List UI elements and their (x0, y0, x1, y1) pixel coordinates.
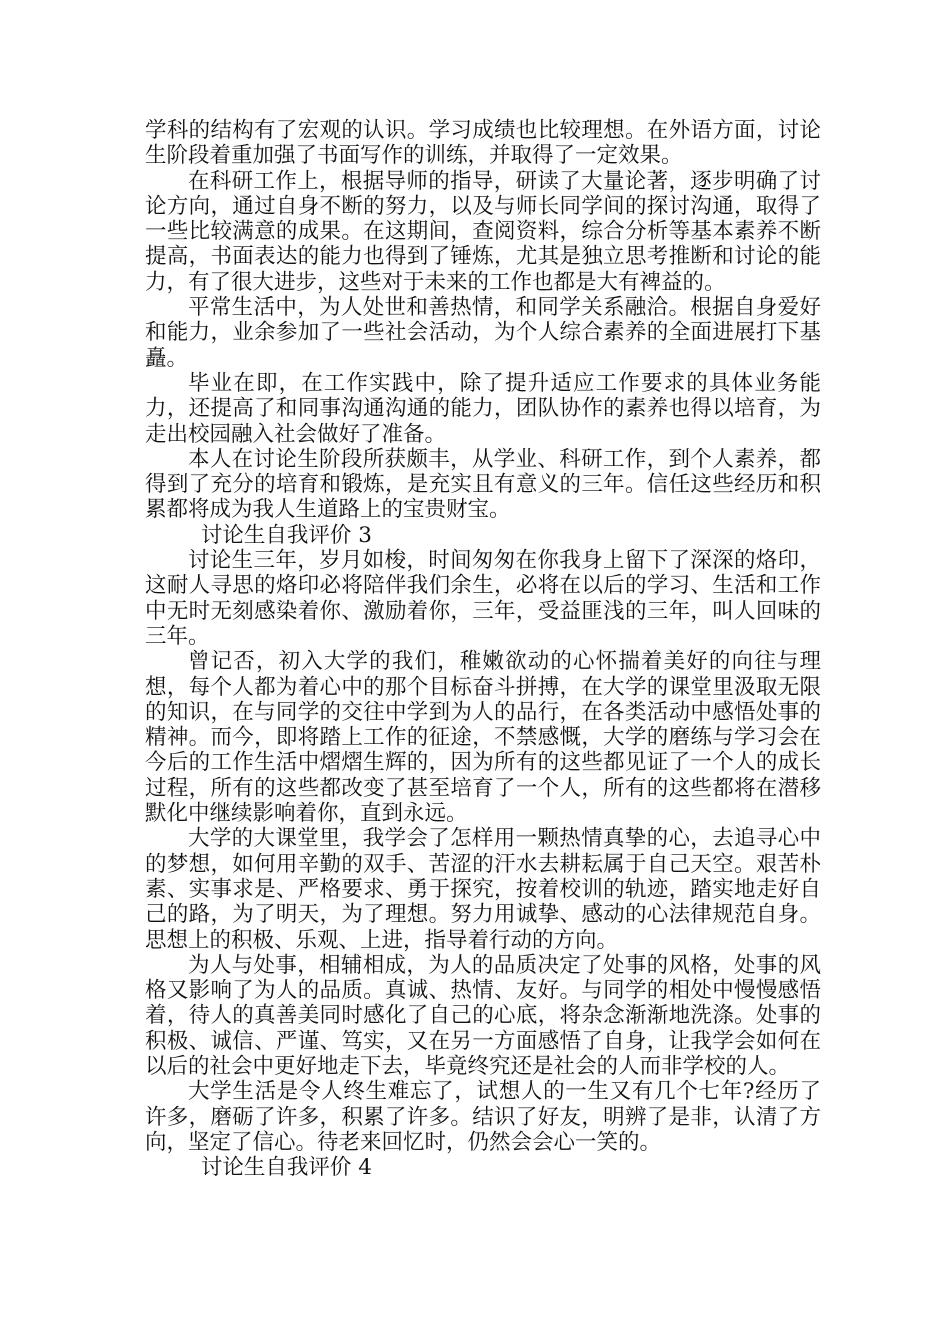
paragraph-college-life: 大学生活是令人终生难忘了，试想人的一生又有几个七年?经历了许多，磨砺了许多，积累了许多。结识了好友，明辨了是非，认清了方向，坚定了信心。待老来回忆时，仍然会会心一笑的。 (145, 1079, 821, 1155)
paragraph-memories: 曾记否，初入大学的我们，稚嫩欲动的心怀揣着美好的向往与理想，每个人都为着心中的那个目标奋斗拼搏，在大学的课堂里汲取无限的知识，在与同学的交往中学到为人的品行，在各类活动中感悟处事的精神。而今，即将踏上工作的征途，不禁感慨，大学的磨练与学习会在今后的工作生活中熠熠生辉的，因为所有的这些都见证了一个人的成长过程，所有的这些都改变了甚至培育了一个人，所有的这些都将在潜移默化中继续影响着你，直到永远。 (145, 649, 821, 827)
paragraph-research: 在科研工作上，根据导师的指导，研读了大量论著，逐步明确了讨论方向，通过自身不断的努力，以及与师长同学间的探讨沟通，取得了一些比较满意的成果。在这期间，查阅资料，综合分析等基本素养不断提高，书面表达的能力也得到了锤炼，尤其是独立思考推断和讨论的能力，有了很大进步，这些对于未来的工作也都是大有裨益的。 (145, 168, 821, 295)
section-heading-3: 讨论生自我评价 3 (200, 522, 372, 548)
section-heading-4: 讨论生自我评价 4 (200, 1155, 372, 1181)
paragraph-summary: 本人在讨论生阶段所获颇丰，从学业、科研工作，到个人素养，都得到了充分的培育和锻炼，是充实且有意义的三年。信任这些经历和积累都将成为我人生道路上的宝贵财宝。 (145, 446, 821, 523)
paragraph-three-years: 讨论生三年，岁月如梭，时间匆匆在你我身上留下了深深的烙印，这耐人寻思的烙印必将陪伴我们余生，必将在以后的学习、生活和工作中无时无刻感染着你、激励着你，三年，受益匪浅的三年，叫人回味的三年。 (145, 548, 821, 649)
paragraph-classroom: 大学的大课堂里，我学会了怎样用一颗热情真挚的心，去追寻心中的梦想，如何用辛勤的双手、苦涩的汗水去耕耘属于自己天空。艰苦朴素、实事求是、严格要求、勇于探究，按着校训的轨迹，踏实地走好自己的路，为了明天，为了理想。努力用诚挚、感动的心法律规范自身。思想上的积极、乐观、上进，指导着行动的方向。 (145, 826, 821, 953)
paragraph-continuation: 学科的结构有了宏观的认识。学习成绩也比较理想。在外语方面，讨论生阶段着重加强了书面写作的训练，并取得了一定效果。 (145, 118, 821, 169)
paragraph-conduct: 为人与处事，相辅相成，为人的品质决定了处事的风格，处事的风格又影响了为人的品质。真诚、热情、友好。与同学的相处中慢慢感悟着，待人的真善美同时感化了自己的心底，将杂念渐渐地洗涤。处事的积极、诚信、严谨、笃实，又在另一方面感悟了自身，让我学会如何在以后的社会中更好地走下去，毕竟终究还是社会的人而非学校的人。 (145, 952, 821, 1079)
document-page (145, 118, 821, 1180)
paragraph-daily-life: 平常生活中，为人处世和善热情，和同学关系融洽。根据自身爱好和能力，业余参加了一些社会活动，为个人综合素养的全面进展打下基矗。 (145, 295, 821, 371)
paragraph-graduation: 毕业在即，在工作实践中，除了提升适应工作要求的具体业务能力，还提高了和同事沟通沟通的能力，团队协作的素养也得以培育，为走出校园融入社会做好了准备。 (145, 370, 821, 447)
